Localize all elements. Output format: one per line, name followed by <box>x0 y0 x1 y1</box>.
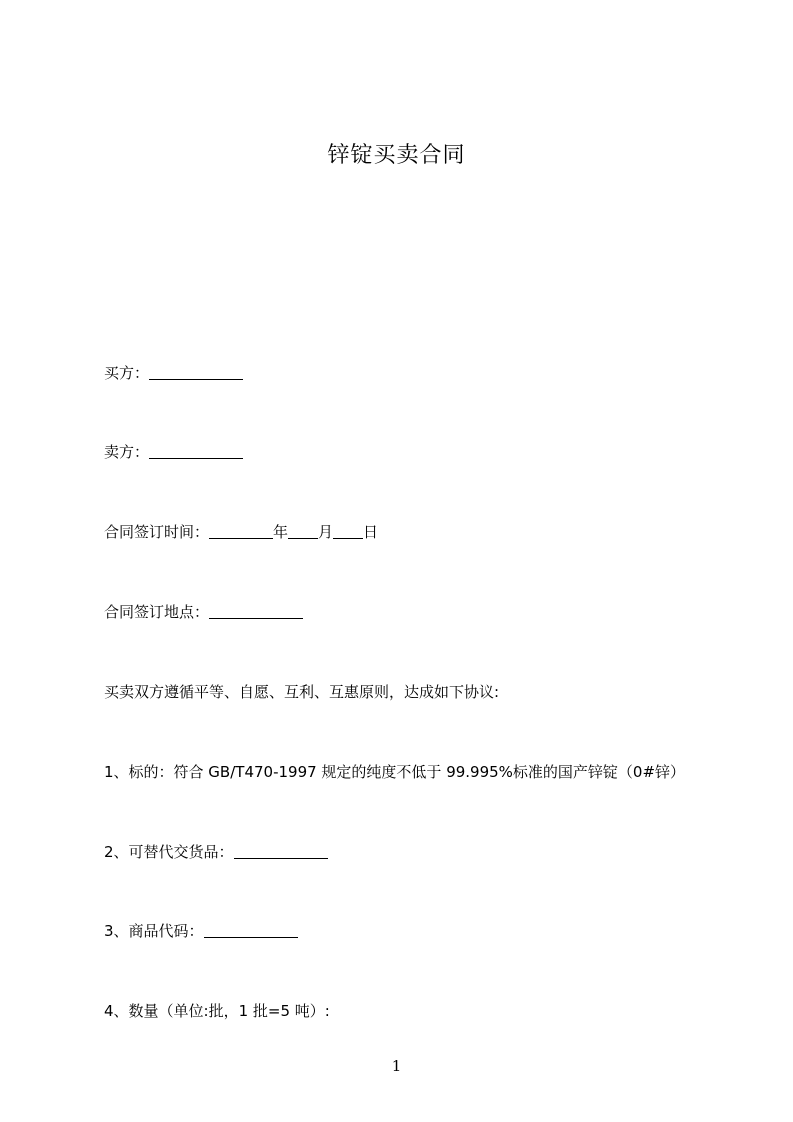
clause-1: 1、标的：符合 GB/T470-1997 规定的纯度不低于 99.995%标准的国产锌锭（0#锌） <box>104 763 686 781</box>
sign-place-label: 合同签订地点： <box>104 603 210 621</box>
clause-4: 4、数量（单位:批，1 批=5 吨）: <box>104 1002 330 1020</box>
year-label: 年 <box>273 523 289 541</box>
year-blank <box>209 524 273 539</box>
seller-blank <box>149 444 243 459</box>
month-label: 月 <box>318 523 334 541</box>
day-blank <box>333 524 363 539</box>
buyer-label: 买方： <box>104 364 150 382</box>
month-blank <box>288 524 318 539</box>
clause-3-blank <box>204 923 298 938</box>
page-number: 1 <box>391 1057 402 1075</box>
clause-3-line <box>104 921 298 941</box>
document-title: 锌锭买卖合同 <box>327 143 466 168</box>
sign-date-label: 合同签订时间： <box>104 523 210 541</box>
clause-3-label: 3、商品代码： <box>104 922 204 940</box>
seller-label: 卖方： <box>104 443 150 461</box>
clause-2-line <box>104 842 328 862</box>
day-label: 日 <box>363 523 379 541</box>
buyer-blank <box>149 365 243 380</box>
sign-place-line <box>104 602 303 622</box>
clause-2-blank <box>234 844 328 859</box>
intro-paragraph: 买卖双方遵循平等、自愿、互利、互惠原则，达成如下协议: <box>104 683 500 701</box>
sign-date-line <box>104 522 378 542</box>
seller-line <box>104 442 243 462</box>
buyer-line <box>104 363 243 383</box>
clause-2-label: 2、可替代交货品： <box>104 843 234 861</box>
sign-place-blank <box>209 604 303 619</box>
